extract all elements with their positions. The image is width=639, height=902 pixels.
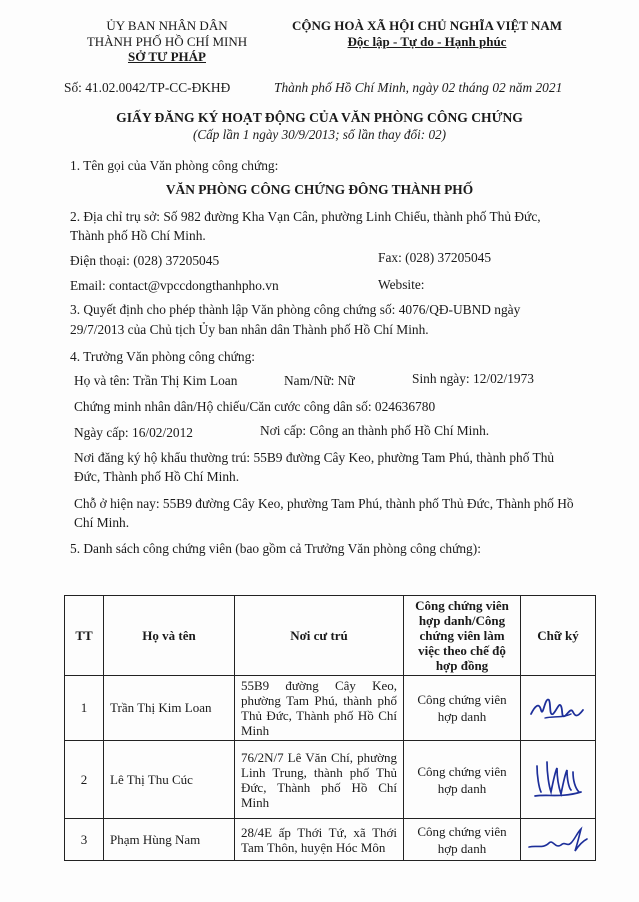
address-line-2: Thành phố Hồ Chí Minh.: [70, 228, 206, 243]
residence-line-1: Nơi đăng ký hộ khẩu thường trú: 55B9 đường Cây Keo, phường Tam Phú, thành phố Thủ: [74, 450, 555, 465]
header-name: Họ và tên: [104, 596, 235, 676]
head-gender: Nam/Nữ: Nữ: [284, 373, 355, 388]
header-role: Công chứng viên hợp danh/Công chứng viên làm việc theo chế độ hợp đồng: [404, 596, 521, 676]
current-address-line-2: Chí Minh.: [74, 515, 130, 530]
decision-line-2: 29/7/2013 của Chủ tịch Ủy ban nhân dân Thành phố Hồ Chí Minh.: [70, 322, 429, 337]
notary-table: [64, 595, 596, 861]
fax: Fax: (028) 37205045: [378, 250, 492, 265]
place-date: Thành phố Hồ Chí Minh, ngày 02 tháng 02 năm 2021: [274, 80, 563, 95]
signature-cell: [521, 741, 596, 819]
country-name: CỘNG HOÀ XÃ HỘI CHỦ NGHĨA VIỆT NAM: [291, 18, 563, 33]
row-role: Công chứng viên hợp danh: [404, 741, 521, 819]
address-line-1: 2. Địa chỉ trụ sở: Số 982 đường Kha Vạn Cân, phường Linh Chiểu, thành phố Thủ Đức,: [70, 209, 541, 224]
row-address: 76/2N/7 Lê Văn Chí, phường Linh Trung, thành phố Thủ Đức, Thành phố Hồ Chí Minh: [235, 741, 404, 819]
phone: Điện thoại: (028) 37205045: [70, 253, 220, 268]
head-dob: Sinh ngày: 12/02/1973: [412, 371, 535, 386]
row-address: 28/4E ấp Thới Tứ, xã Thới Tam Thôn, huyện Hóc Môn: [235, 819, 404, 861]
row-role: Công chứng viên hợp danh: [404, 676, 521, 741]
head-issue-place: Nơi cấp: Công an thành phố Hồ Chí Minh.: [260, 423, 490, 438]
row-tt: 2: [65, 741, 104, 819]
table-row: [65, 741, 596, 819]
signature-image: [527, 688, 587, 728]
motto: Độc lập - Tự do - Hạnh phúc: [347, 33, 507, 49]
signature-cell: [521, 819, 596, 861]
row-tt: 1: [65, 676, 104, 741]
header-address: Nơi cư trú: [235, 596, 404, 676]
document-number: Số: 41.02.0042/TP-CC-ĐKHĐ: [64, 80, 231, 95]
office-name: VĂN PHÒNG CÔNG CHỨNG ĐÔNG THÀNH PHỐ: [165, 182, 474, 197]
row-name: Phạm Hùng Nam: [104, 819, 235, 861]
issuer-department: SỞ TƯ PHÁP: [127, 49, 206, 64]
issuer-line-2: THÀNH PHỐ HỒ CHÍ MINH: [86, 33, 248, 49]
decision-line-1: 3. Quyết định cho phép thành lập Văn phòng công chứng số: 4076/QĐ-UBND ngày: [70, 302, 521, 317]
row-name: Trần Thị Kim Loan: [104, 676, 235, 741]
header-tt: TT: [65, 596, 104, 676]
issuer-block: [62, 18, 272, 65]
signature-cell: [521, 676, 596, 741]
section-5-label: 5. Danh sách công chứng viên (bao gồm cả Trưởng Văn phòng công chứng):: [70, 541, 481, 556]
header-signature: Chữ ký: [521, 596, 596, 676]
head-issue-date: Ngày cấp: 16/02/2012: [74, 425, 194, 440]
head-id-number: Chứng minh nhân dân/Hộ chiếu/Căn cước công dân số: 024636780: [74, 399, 436, 414]
website: Website:: [378, 277, 425, 292]
document-title: GIẤY ĐĂNG KÝ HOẠT ĐỘNG CỦA VĂN PHÒNG CÔNG CHỨNG: [116, 110, 523, 125]
signature-image: [527, 823, 589, 857]
document-subtitle: (Cấp lần 1 ngày 30/9/2013; số lần thay đổi: 02): [192, 127, 447, 142]
section-1-label: 1. Tên gọi của Văn phòng công chứng:: [70, 158, 279, 173]
signature-image: [527, 752, 587, 808]
row-name: Lê Thị Thu Cúc: [104, 741, 235, 819]
residence-line-2: Đức, Thành phố Hồ Chí Minh.: [74, 469, 240, 484]
national-motto-block: [262, 18, 592, 49]
row-address: 55B9 đường Cây Keo, phường Tam Phú, thành phố Thủ Đức, Thành phố Hồ Chí Minh: [235, 676, 404, 741]
head-fullname: Họ và tên: Trần Thị Kim Loan: [74, 373, 238, 388]
section-4-label: 4. Trưởng Văn phòng công chứng:: [70, 349, 256, 364]
row-tt: 3: [65, 819, 104, 861]
issuer-line-1: ỦY BAN NHÂN DÂN: [106, 18, 228, 33]
table-header-row: [65, 596, 596, 676]
row-role: Công chứng viên hợp danh: [404, 819, 521, 861]
current-address-line-1: Chỗ ở hiện nay: 55B9 đường Cây Keo, phường Tam Phú, thành phố Thủ Đức, Thành phố Hồ: [74, 496, 574, 511]
table-row: [65, 819, 596, 861]
table-row: [65, 676, 596, 741]
email: Email: contact@vpccdongthanhpho.vn: [70, 278, 279, 293]
